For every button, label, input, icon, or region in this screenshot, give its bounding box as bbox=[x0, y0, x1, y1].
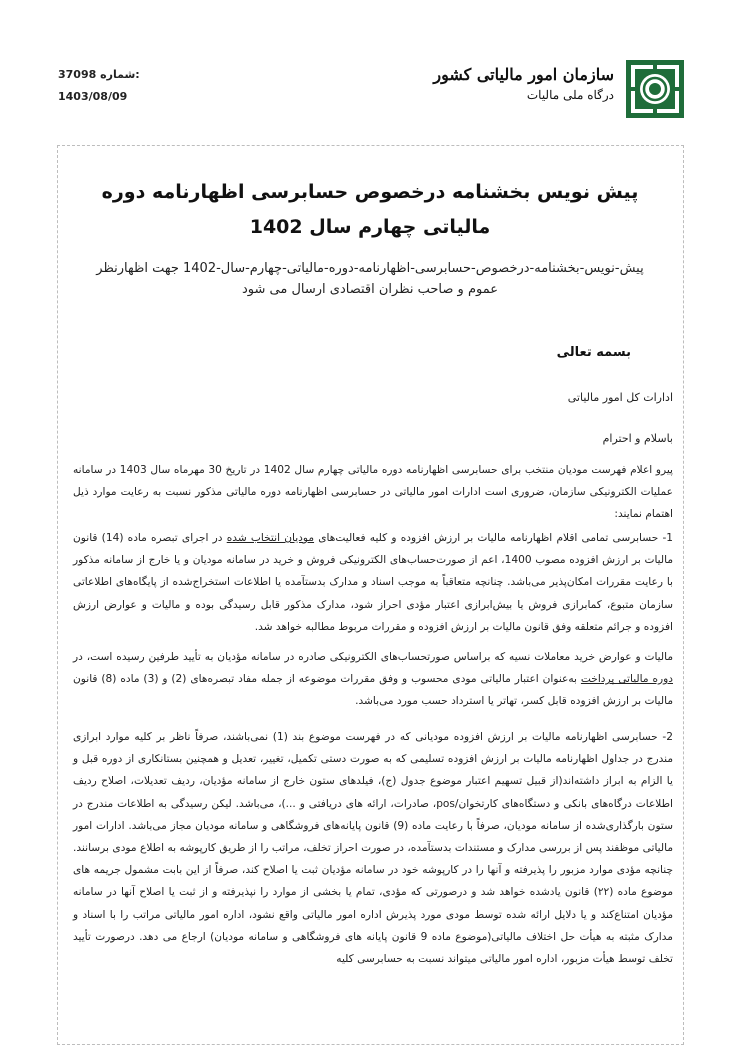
intro-paragraph: پیرو اعلام فهرست مودیان منتخب برای حسابرسی اظهارنامه دوره مالیاتی چهارم سال 1402 در تاریخ 30 مهرماه سال 1403 در سامانه عملیات الکترونیکی سازمان، ضروری است ادارات امور مالیاتی در حسابرسی اظهارنامه دوره مالیاتی مذکور نسبت به رعایت موارد ذیل اهتمام نمایند: bbox=[73, 464, 674, 521]
document-subtitle: پیش-نویس-بخشنامه-درخصوص-حسابرسی-اظهارنامه-دوره-مالیاتی-چهارم-سال-1402 جهت اظهارنظر عموم و صاحب نظران اقتصادی ارسال می شود bbox=[96, 261, 644, 297]
clause-1-paragraph bbox=[73, 527, 673, 638]
document-meta bbox=[58, 64, 140, 108]
tax-organization-emblem-icon bbox=[624, 58, 686, 120]
organization-logo bbox=[433, 58, 686, 128]
document-number-value: 37098 bbox=[58, 68, 97, 81]
clause-1-text-b: در اجرای تبصره ماده (14) قانون مالیات بر ارزش افزوده مصوب 1400، اعم از صورت‌حساب‌های الکترونیکی فروش و خرید در سامانه مودیان و یا خارج از سامانه مذکور با رعایت مقررات امکان‌پذیر می‌باشد. چنانچه متعاقباً به موجب اسناد و مدارک بدستآمده یا اطلاعات استخراج‌شده از پایگاه‌های اطلاعاتی سازمان متبوع، کمابرازی فروش یا بیش‌ابرازی اعتبار مؤدی احراز شود، مدارک مذکور قابل رسیدگی بوده و مالیات و عوارض ارزش افزوده و جرائم متعلقه وفق قانون مالیات بر ارزش افزوده و مقررات مربوط مطالبه خواهد شد. bbox=[73, 532, 673, 633]
clause-2-paragraph: 2- حسابرسی اظهارنامه مالیات بر ارزش افزوده مودیانی که در فهرست موضوع بند (1) نمی‌باشند، صرفاً ناظر بر کلیه موارد ابرازی مندرج در جداول اظهارنامه مالیات بر ارزش افزوده تسلیمی که به صورت دستی تکمیل، تغییر، تعدیل و همچنین بستانکاری از دوره قبل و یا الزام به ابراز داشته‌اند(از قبیل تسهیم اعتبار موضوع جدول (ج)، فیلدهای ستون خارج از سامانه مؤدیان، ردیف تعدیلات، اصلاح ردیف اطلاعات درگاه‌های بانکی و دستگاه‌های کارتخوان/pos، صادرات، ارائه های دریافتی و ...)، می‌باشد. لیکن رسیدگی به اطلاعات مندرج در ستون بارگذاری‌شده از سامانه مودیان، صرفاً با رعایت ماده (9) قانون پایانه‌های فروشگاهی و سامانه مودیان مجاز می‌باشد. ادارات امور مالیاتی موظفند پس از بررسی مدارک و مستندات بدستآمده، در صورت احراز تخلف، مراتب را از طریق کارپوشه به اطلاع مودی برسانند. چنانچه مؤدی موارد مزبور را پذیرفته و آنها را در کارپوشه خود در سامانه مؤدیان ثبت یا اصلاح کند، صرفاً از این بابت مشمول جریمه های موضوع ماده (۲۲) قانون یادشده خواهد شد و درصورتی که مؤدی، تمام یا بخشی از موارد را نپذیرفته و از ثبت یا اصلاح آنها در سامانه مؤدیان امتناع‌کند و یا دلایل ارائه شده توسط مودی مورد پذیرش اداره امور مالیاتی واقع نشود، اداره امور مالیاتی مراتب را با اسناد و مدارک مثبته به هیأت حل اختلاف مالیاتی(موضوع ماده 9 قانون پایانه های فروشگاهی و سامانه مودیان) ارجاع می دهد. درصورت تأیید تخلف توسط هیأت مزبور، اداره امور مالیاتی میتواند نسبت به حسابرسی کلیه bbox=[73, 731, 673, 966]
credit-text-a: مالیات و عوارض خرید معاملات نسیه که براساس صورتحساب‌های الکترونیکی صادره در سامانه مؤدیان به تأیید طرفین رسیده است، در bbox=[73, 651, 673, 663]
clause-1-underlined-text: مودیان انتخاب شده bbox=[226, 532, 315, 544]
addressee: ادارات کل امور مالیاتی bbox=[567, 391, 673, 404]
document-number-label: شماره: bbox=[100, 68, 140, 81]
document-title: پیش نویس بخشنامه درخصوص حسابرسی اظهارنامه دوره مالیاتی چهارم سال 1402 bbox=[101, 181, 639, 238]
credit-underlined-text: دوره مالیاتی پرداخت bbox=[580, 673, 673, 686]
portal-name: درگاه ملی مالیات bbox=[526, 88, 614, 102]
logo-text bbox=[433, 64, 614, 104]
organization-name: سازمان امور مالیاتی کشور bbox=[433, 65, 614, 84]
document-number-row bbox=[58, 64, 140, 86]
credit-text-b: به‌عنوان اعتبار مالیاتی مودی محسوب و وفق مقررات موضوعه از جمله مفاد تبصره‌های (2) و (3) ماده (8) قانون مالیات بر ارزش افزوده قابل کسر، تهاتر یا استرداد حسب مورد می‌باشد. bbox=[73, 673, 673, 708]
greeting: باسلام و احترام bbox=[602, 432, 673, 445]
credit-paragraph bbox=[73, 646, 673, 713]
bismillah-heading: بسمه تعالی bbox=[556, 345, 631, 360]
clause-1-text-a: 1- حسابرسی تمامی اقلام اظهارنامه مالیات بر ارزش افزوده و کلیه فعالیت‌های bbox=[314, 532, 674, 544]
document-date: 1403/08/09 bbox=[58, 90, 128, 103]
